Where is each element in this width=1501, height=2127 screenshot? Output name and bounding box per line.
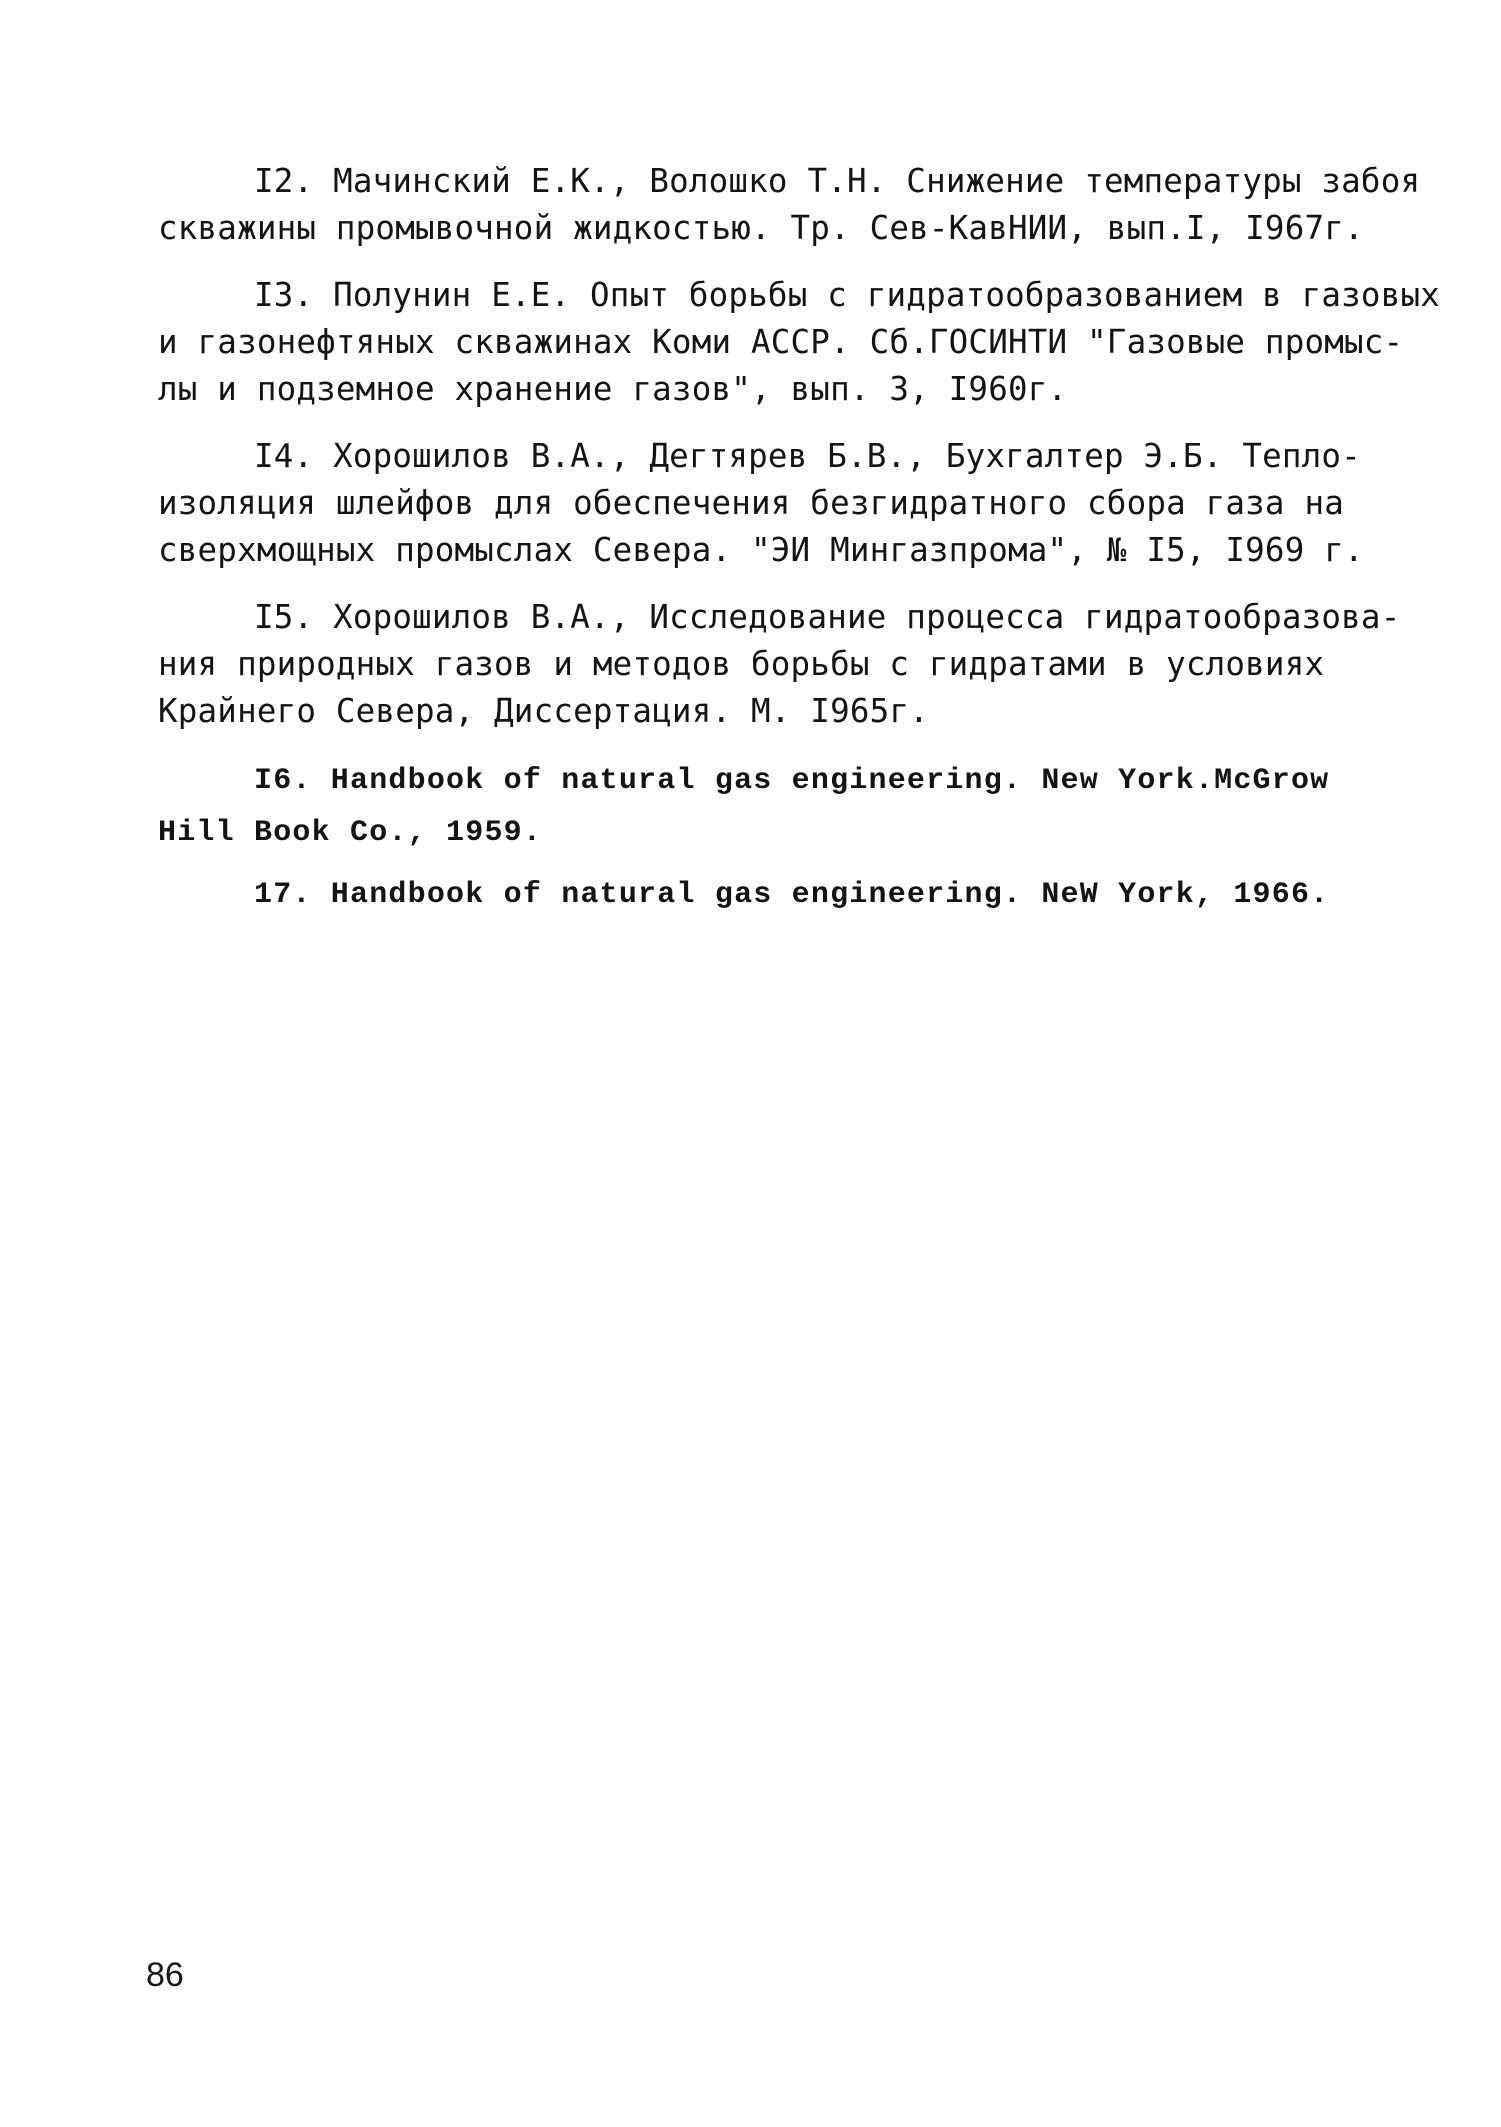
- reference-item-15: [158, 594, 1401, 735]
- reference-line: I6. Handbook of natural gas engineering. New York.McGrow: [254, 764, 1330, 798]
- reference-list: [158, 158, 1440, 931]
- reference-item-14: [158, 433, 1398, 574]
- reference-item-13: [158, 272, 1440, 413]
- reference-line: лы и подземное хранение газов", вып. 3, I960г.: [158, 370, 1068, 408]
- reference-line: Крайнего Севера, Диссертация. М. I965г.: [158, 692, 929, 730]
- reference-item-12: [158, 158, 1421, 252]
- reference-line: и газонефтяных скважинах Коми АССР. Сб.ГОСИНТИ "Газовые промыс-: [158, 323, 1404, 361]
- reference-line: I5. Хорошилов В.А., Исследование процесса гидратообразова-: [254, 598, 1401, 636]
- reference-line: I3. Полунин Е.Е. Опыт борьбы с гидратообразованием в газовых: [254, 276, 1440, 314]
- page-number: 86: [146, 1956, 184, 1994]
- reference-line: I2. Мачинский Е.К., Волошко Т.Н. Снижение температуры забоя: [254, 162, 1421, 200]
- reference-line: сверхмощных промыслах Севера. "ЭИ Мингазпрома", № I5, I969 г.: [158, 531, 1364, 569]
- reference-item-16: [158, 755, 1398, 859]
- reference-item-17: [158, 869, 1398, 921]
- reference-line: 17. Handbook of natural gas engineering. NeW York, 1966.: [254, 878, 1330, 912]
- reference-line: изоляция шлейфов для обеспечения безгидратного сбора газа на: [158, 484, 1344, 522]
- reference-line: Hill Book Co., 1959.: [158, 816, 543, 850]
- reference-line: скважины промывочной жидкостью. Тр. Сев-КавНИИ, вып.I, I967г.: [158, 209, 1364, 247]
- reference-line: I4. Хорошилов В.А., Дегтярев Б.В., Бухгалтер Э.Б. Тепло-: [254, 437, 1361, 475]
- reference-line: ния природных газов и методов борьбы с гидратами в условиях: [158, 645, 1325, 683]
